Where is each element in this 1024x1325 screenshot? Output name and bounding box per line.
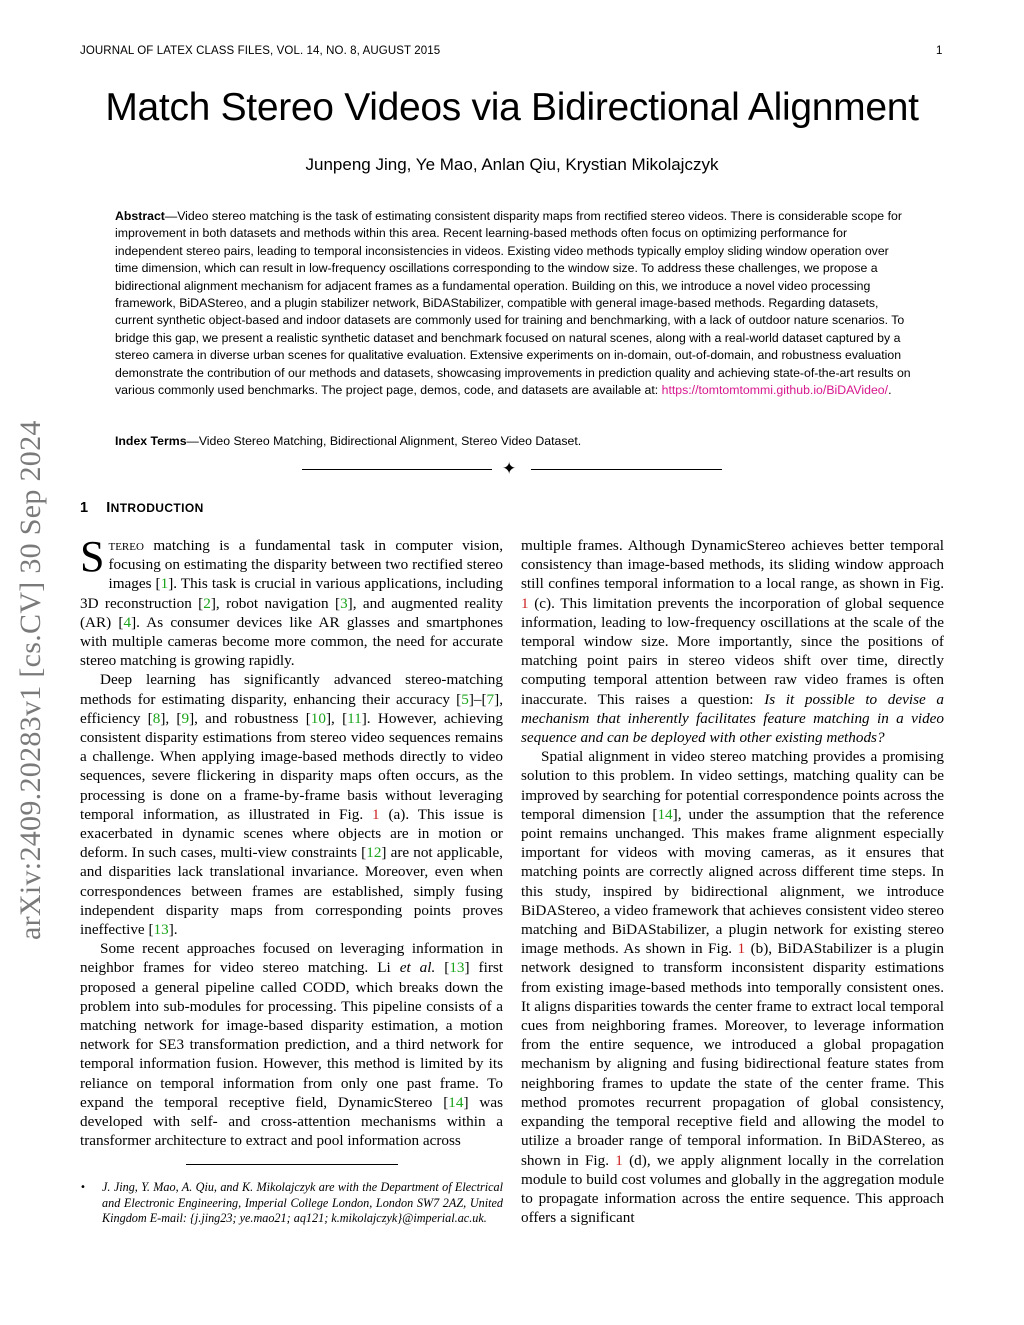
abstract-text: —Video stereo matching is the task of estimating consistent disparity maps from rectified stereo videos. There is considerable scope for improvement in both datasets and methods within this area. Recent learning-based methods often focus on optimizing performance for independent stereo pairs, leading to temporal inconsistencies in videos. Existing video methods typically employ sliding window operation over time dimension, which can result in low-frequency oscillations corresponding to the window size. To address these challenges, we propose a bidirectional alignment mechanism for adjacent frames as a fundamental operation. Building on this, we introduce a novel video processing framework, BiDAStereo, and a plugin stabilizer network, BiDAStabilizer, compatible with general image-based methods. Regarding datasets, current synthetic object-based and indoor datasets are commonly used for training and benchmarking, with a lack of outdoor nature scenarios. To bridge this gap, we present a realistic synthetic dataset and benchmark focused on natural scenes, along with a real-world dataset captured by a stereo camera in diverse urban scenes for qualitative evaluation. Extensive experiments on in-domain, out-of-domain, and robustness evaluation demonstrate the contribution of our methods and datasets, showcasing improvements in prediction quality and achieving state-of-the-art results on various commonly used benchmarks. The project page, demos, code, and datasets are available at: [115, 209, 911, 398]
divider-rule-right [531, 469, 722, 470]
text-run: ]. As consumer devices like AR glasses and smartphones with multiple cameras become more common, the need for accurate stereo matching is growing rapidly. [80, 613, 503, 670]
abstract-end: . [888, 383, 892, 398]
citation-link[interactable]: 5 [461, 690, 469, 708]
paragraph [521, 536, 944, 747]
text-run: ]. [168, 921, 178, 939]
text-run: ], and augmented reality (AR) [ [80, 594, 503, 631]
text-run: (c). This limitation prevents the incorporation of global sequence information, leading to low-frequency oscillations at the scale of the temporal window size. More importantly, since the positions of matching point pairs in stereo videos shift over time, directly computing temporal attention between raw video frames is often inaccurate. This raises a question: [521, 594, 944, 708]
author-list: Junpeng Jing, Ye Mao, Anlan Qiu, Krystian Mikolajczyk [305, 155, 719, 174]
page-number: 1 [936, 45, 943, 57]
text-run: ], [ [325, 709, 348, 727]
citation-link[interactable]: 14 [657, 805, 673, 823]
left-column [80, 532, 504, 1151]
section-title-rest: NTRODUCTION [110, 501, 204, 515]
figure-link[interactable]: 1 [521, 594, 529, 612]
citation-link[interactable]: 12 [366, 844, 382, 862]
text-run: Deep learning has significantly advanced stereo-matching methods for estimating disparity, enhancing their accuracy [ [80, 671, 503, 708]
text-run: ], robot navigation [ [210, 594, 341, 612]
smallcaps-word: tereo [108, 537, 144, 554]
text-run: (b), BiDAStabilizer is a plugin network designed to transform inconsistent disparity estimations from existing image-based methods into temporally consistent ones. It aligns disparities towards the center frame to extract local temporal cues from neighboring frames. Moreover, to leverage information from the entire sequence, we introduced a global propagation mechanism by aligning and fusing bidirectional feature states from neighboring frames to update the state of the center frame. This method promotes recurrent propagation of global consistency, expanding the temporal receptive field and allowing the model to utilize a broader range of temporal information. In BiDAStereo, as shown in Fig. [521, 940, 944, 1169]
text-run: ] are not applicable, and disparities lack translational invariance. Moreover, even when correspondences between frames are established, simply fusing independent disparity maps from corresponding points proves ineffective [ [80, 844, 503, 939]
index-terms-text: —Video Stereo Matching, Bidirectional Alignment, Stereo Video Dataset. [186, 434, 582, 448]
bullet-icon: • [80, 1182, 86, 1193]
section-divider [302, 460, 722, 478]
text-run: ] was developed with self- and cross-attention mechanisms within a transformer architecture to extract and pool information across [80, 1093, 503, 1150]
et-al: et al. [399, 959, 436, 977]
text-run: ]. However, achieving consistent disparity estimations from stereo video sequences remains a challenge. When applying image-based methods directly to video sequences, severe flickering in disparity maps often occurs, as the processing is done on a frame-by-frame basis without leveraging temporal information, as illustrated in Fig. [80, 709, 503, 823]
section-heading [80, 500, 204, 516]
divider-star-icon: ✦ [502, 459, 517, 479]
research-question: Is it possible to devise a mechanism that inherently facilitates feature matching in a video sequence and can be deployed with other existing methods? [521, 690, 944, 747]
text-run: Some recent approaches focused on leveraging information in neighbor frames for video stereo matching. Li [80, 940, 503, 977]
citation-link[interactable]: 4 [123, 613, 132, 631]
paragraph [80, 670, 503, 939]
project-page-link[interactable]: https://tomtomtommi.github.io/BiDAVideo/ [661, 383, 889, 398]
paragraph [521, 747, 944, 1227]
citation-link[interactable]: 11 [347, 709, 362, 727]
abstract [115, 208, 912, 399]
text-run: ], under the assumption that the reference point remains unchanged. This makes frame alignment especially important for videos with moving cameras, as it ensures that matching points are correctly aligned across different time steps. In this study, inspired by bidirectional alignment, we introduce BiDAStereo, a video framework that achieves consistent video stereo matching and BiDAStabilizer, a plugin network for existing stereo image methods. As shown in Fig. [521, 805, 944, 958]
paragraph [80, 532, 503, 670]
citation-link[interactable]: 9 [181, 709, 190, 727]
figure-link[interactable]: 1 [737, 940, 746, 958]
citation-link[interactable]: 1 [160, 575, 169, 593]
text-run: ], [ [160, 709, 182, 727]
citation-link[interactable]: 3 [340, 594, 348, 612]
footnote-rule [186, 1164, 398, 1165]
text-run: (a). This issue is exacerbated in dynamic scenes where objects are in motion or deform. In such cases, multi-view constraints [ [80, 805, 503, 862]
text-run: ]. This task is crucial in various applications, including 3D reconstruction [ [80, 575, 503, 612]
section-number: 1 [80, 500, 89, 516]
running-header: JOURNAL OF LATEX CLASS FILES, VOL. 14, NO. 8, AUGUST 2015 [80, 45, 441, 57]
text-run: ]–[ [468, 690, 487, 708]
arxiv-stamp: arXiv:2409.20283v1 [cs.CV] 30 Sep 2024 [14, 420, 47, 940]
citation-link[interactable]: 8 [152, 709, 161, 727]
text-run: matching is a fundamental task in computer vision, focusing on estimating the disparity between two rectified stereo images [ [108, 537, 503, 593]
text-run: ], and robustness [ [189, 709, 311, 727]
text-run: ] first proposed a general pipeline called CODD, which breaks down the problem into sub-modules for processing. This pipeline consists of a matching network for image-based disparity estimation, a motion network for SE3 transformation prediction, and a third network for temporal information fusion. However, this method is limited by its reliance on temporal information from only one past frame. To expand the temporal receptive field, DynamicStereo [ [80, 959, 504, 1111]
figure-link[interactable]: 1 [615, 1151, 623, 1169]
figure-link[interactable]: 1 [372, 805, 380, 823]
citation-link[interactable]: 2 [203, 594, 211, 612]
text-run: (d), we apply alignment locally in the correlation module to build cost volumes and globally in the aggregation module to propagate information across the entire sequence. This approach offers a significant [521, 1151, 945, 1227]
index-terms-label: Index Terms [115, 434, 187, 448]
citation-link[interactable]: 7 [486, 690, 495, 708]
text-run: ], efficiency [ [80, 690, 503, 727]
paragraph [80, 939, 503, 1150]
citation-link[interactable]: 13 [449, 959, 465, 977]
right-column [521, 536, 944, 1227]
citation-link[interactable]: 14 [448, 1093, 464, 1111]
paper-title: Match Stereo Videos via Bidirectional Alignment [105, 86, 919, 129]
affiliation-footnote [80, 1180, 503, 1227]
text-run: multiple frames. Although DynamicStereo achieves better temporal consistency than image-based methods, its sliding window approach still confines temporal information to a local range, as shown in Fig. [521, 537, 944, 593]
drop-cap: S [80, 532, 105, 581]
abstract-label: Abstract [115, 209, 165, 223]
citation-link[interactable]: 13 [153, 921, 169, 939]
citation-link[interactable]: 10 [310, 709, 326, 727]
text-run: [ [435, 959, 450, 977]
index-terms [115, 434, 912, 448]
text-run: Spatial alignment in video stereo matching provides a promising solution to this problem. In video settings, matching quality can be improved by searching for potential correspondence points across the temporal dimension [ [521, 748, 944, 823]
footnote-text: J. Jing, Y. Mao, A. Qiu, and K. Mikolajczyk are with the Department of Electrical and Electronic Engineering, Imperial College London, London SW7 2AZ, United Kingdom E-mail: {j.jing23; ye.mao21; aq121; k.mikolajczyk}@imperial.ac.uk. [102, 1180, 503, 1226]
divider-rule-left [302, 469, 492, 470]
section-title-initial: I [106, 500, 111, 516]
